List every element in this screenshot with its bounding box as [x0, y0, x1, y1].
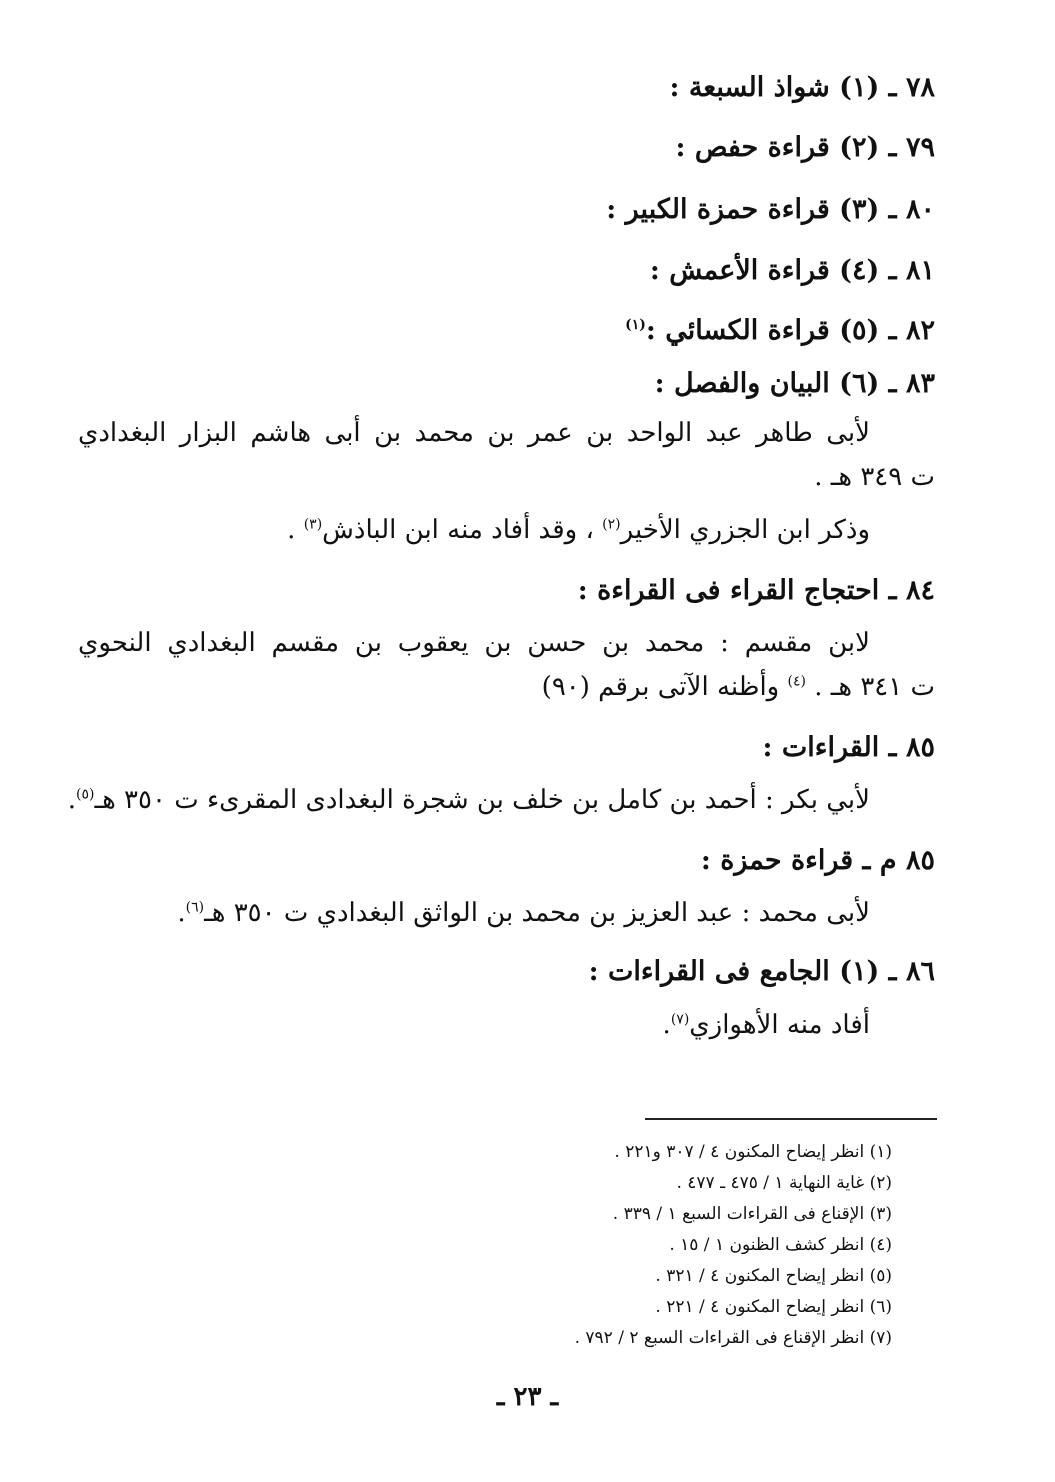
- footnote-1: (١) انظر إيضاح المكنون ٤ / ٣٠٧ و٢٢١ .: [614, 1142, 892, 1162]
- entry-86-line-1: [663, 1010, 870, 1041]
- entry-83-line-1: لأبى طاهر عبد الواحد بن عمر بن محمد بن أبى هاشم البزار البغدادي: [78, 418, 870, 448]
- entry-85m-text: لأبى محمد : عبد العزيز بن محمد بن الواثق البغدادي ت ٣٥٠ هـ: [204, 898, 870, 928]
- entry-83-text-b: ، وقد أفاد منه ابن الباذش: [322, 515, 603, 545]
- footnote-7: (٧) انظر الإقناع فى القراءات السبع ٢ / ٧٩٢ .: [574, 1328, 892, 1348]
- entry-85m-heading: ٨٥ م ـ قراءة حمزة :: [700, 845, 935, 876]
- entry-85-line-1: [68, 785, 870, 816]
- entry-86-end: .: [662, 1010, 671, 1040]
- entry-86-text: أفاد منه الأهوازي: [689, 1010, 870, 1040]
- entry-79-heading: ٧٩ ـ (٢) قراءة حفص :: [675, 132, 935, 163]
- entry-82-heading: [625, 315, 935, 347]
- footnote-ref: (٦): [185, 899, 205, 916]
- footnote-ref: (٥): [75, 786, 95, 803]
- entry-85-end: .: [67, 785, 76, 815]
- entry-85m-line-1: [177, 898, 870, 929]
- footnote-ref: (٧): [670, 1011, 690, 1028]
- entry-82-title: ٨٢ ـ (٥) قراءة الكسائي :: [645, 315, 935, 346]
- entry-80-heading: ٨٠ ـ (٣) قراءة حمزة الكبير :: [606, 194, 935, 225]
- entry-83-line-2: ت ٣٤٩ هـ .: [814, 462, 935, 492]
- entry-84-line-1: لابن مقسم : محمد بن حسن بن يعقوب بن مقسم البغدادي النحوي: [78, 628, 870, 658]
- footnote-2: (٢) غاية النهاية ١ / ٤٧٥ ـ ٤٧٧ .: [676, 1173, 892, 1193]
- entry-83-line-3: [287, 515, 870, 546]
- footnote-4: (٤) انظر كشف الظنون ١ / ١٥ .: [669, 1235, 892, 1255]
- footnote-5: (٥) انظر إيضاح المكنون ٤ / ٣٢١ .: [655, 1266, 892, 1286]
- footnote-6: (٦) انظر إيضاح المكنون ٤ / ٢٢١ .: [655, 1297, 892, 1317]
- entry-84-line-2: [542, 672, 935, 703]
- footnote-divider: [645, 1118, 937, 1120]
- footnote-ref: (٤): [787, 673, 806, 690]
- entry-84-heading: ٨٤ ـ احتجاج القراء فى القراءة :: [577, 575, 935, 606]
- footnote-3: (٣) الإقناع فى القراءات السبع ١ / ٣٣٩ .: [612, 1204, 892, 1224]
- page-number: ـ ٢٣ ـ: [496, 1382, 559, 1412]
- entry-86-heading: ٨٦ ـ (١) الجامع فى القراءات :: [588, 956, 935, 987]
- entry-78-heading: ٧٨ ـ (١) شواذ السبعة :: [669, 72, 935, 103]
- entry-85-text: لأبي بكر : أحمد بن كامل بن خلف بن شجرة البغدادى المقرىء ت ٣٥٠ هـ: [94, 785, 870, 815]
- entry-83-heading: ٨٣ ـ (٦) البيان والفصل :: [654, 368, 935, 399]
- entry-85-heading: ٨٥ ـ القراءات :: [762, 732, 935, 763]
- entry-84-text-a: ت ٣٤١ هـ .: [805, 672, 935, 702]
- entry-83-text-a: وذكر ابن الجزري الأخير: [620, 515, 870, 545]
- footnote-ref: (٣): [303, 516, 323, 533]
- footnote-ref: (٢): [602, 516, 621, 533]
- entry-84-text-b: وأظنه الآتى برقم (٩٠): [541, 672, 788, 702]
- entry-81-heading: ٨١ ـ (٤) قراءة الأعمش :: [649, 255, 935, 286]
- entry-85m-end: .: [177, 898, 186, 928]
- entry-83-text-c: .: [287, 515, 304, 545]
- footnote-ref: (١): [625, 317, 646, 333]
